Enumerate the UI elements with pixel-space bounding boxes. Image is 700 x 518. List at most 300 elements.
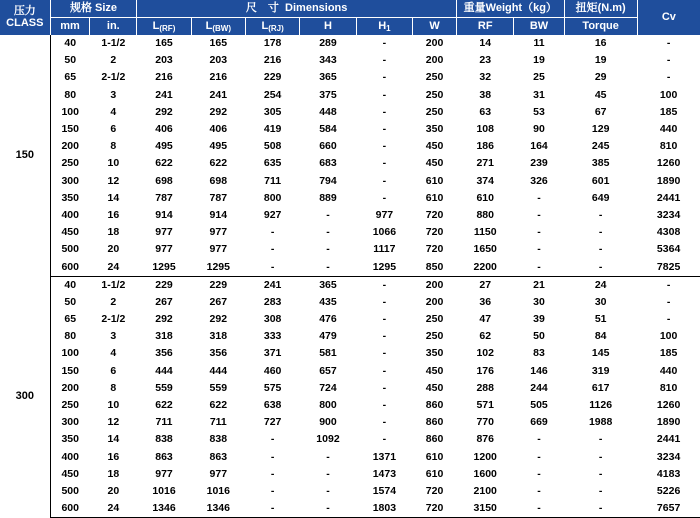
cell-lrf: 914 [137, 207, 191, 224]
cell-w: 250 [413, 104, 457, 121]
cell-bw: 239 [514, 155, 564, 172]
cell-bw: - [514, 500, 564, 518]
cell-lrj: 927 [245, 207, 299, 224]
cell-bw: 21 [514, 276, 564, 294]
cell-h: 343 [300, 52, 356, 69]
table-row [0, 138, 700, 155]
cell-h: 448 [300, 104, 356, 121]
table-row [0, 35, 700, 52]
cell-in: 6 [90, 121, 137, 138]
cell-cv: 5226 [637, 483, 700, 500]
cell-h1: 1371 [356, 449, 412, 466]
cell-mm: 50 [50, 52, 90, 69]
cell-w: 200 [413, 294, 457, 311]
cell-lrj: - [245, 431, 299, 448]
cell-torque: - [564, 500, 637, 518]
cell-lbw: 267 [191, 294, 245, 311]
cell-torque: 1988 [564, 414, 637, 431]
cell-in: 16 [90, 207, 137, 224]
table-row [0, 52, 700, 69]
cell-torque: - [564, 431, 637, 448]
cell-lrf: 444 [137, 363, 191, 380]
header-h: H [300, 18, 356, 36]
cell-in: 14 [90, 190, 137, 207]
cell-bw: 11 [514, 35, 564, 52]
header-rf: RF [456, 18, 513, 36]
cell-lbw: 711 [191, 414, 245, 431]
header-row-top [0, 0, 700, 18]
cell-bw: 244 [514, 380, 564, 397]
cell-cv: - [637, 294, 700, 311]
cell-h: 479 [300, 328, 356, 345]
cell-lrj: - [245, 500, 299, 518]
cell-bw: - [514, 224, 564, 241]
cell-in: 4 [90, 104, 137, 121]
cell-mm: 400 [50, 449, 90, 466]
cell-bw: 326 [514, 173, 564, 190]
header-in: in. [90, 18, 137, 36]
cell-h1: - [356, 311, 412, 328]
cell-h: 365 [300, 69, 356, 86]
cell-rf: 1600 [456, 466, 513, 483]
cell-bw: - [514, 190, 564, 207]
table-row [0, 241, 700, 258]
cell-mm: 350 [50, 431, 90, 448]
cell-mm: 450 [50, 466, 90, 483]
cell-mm: 150 [50, 121, 90, 138]
cell-lrf: 787 [137, 190, 191, 207]
cell-lrf: 622 [137, 397, 191, 414]
cell-h: - [300, 449, 356, 466]
cell-cv: 440 [637, 121, 700, 138]
cell-torque: 16 [564, 35, 637, 52]
cell-h: - [300, 500, 356, 518]
cell-mm: 100 [50, 104, 90, 121]
cell-w: 350 [413, 345, 457, 362]
cell-w: 200 [413, 276, 457, 294]
cell-mm: 400 [50, 207, 90, 224]
cell-rf: 770 [456, 414, 513, 431]
table-row [0, 345, 700, 362]
cell-h1: - [356, 104, 412, 121]
cell-cv: 7825 [637, 258, 700, 276]
cell-w: 720 [413, 483, 457, 500]
cell-h: 900 [300, 414, 356, 431]
cell-lbw: 559 [191, 380, 245, 397]
cell-lbw: 292 [191, 104, 245, 121]
cell-lrf: 711 [137, 414, 191, 431]
cell-cv: 1260 [637, 155, 700, 172]
cell-lrj: 419 [245, 121, 299, 138]
cell-h: - [300, 466, 356, 483]
header-row-sub [0, 18, 700, 36]
cell-bw: - [514, 483, 564, 500]
cell-in: 10 [90, 155, 137, 172]
cell-w: 610 [413, 173, 457, 190]
cell-h1: - [356, 190, 412, 207]
cell-cv: 185 [637, 104, 700, 121]
cell-lrj: - [245, 449, 299, 466]
cell-h: 794 [300, 173, 356, 190]
cell-torque: 67 [564, 104, 637, 121]
cell-rf: 3150 [456, 500, 513, 518]
cell-h: 660 [300, 138, 356, 155]
cell-bw: - [514, 258, 564, 276]
cell-cv: 810 [637, 380, 700, 397]
table-row [0, 431, 700, 448]
header-torque-en: Torque [564, 18, 637, 36]
table-row [0, 449, 700, 466]
cell-w: 450 [413, 138, 457, 155]
cell-h1: - [356, 121, 412, 138]
cell-lrf: 495 [137, 138, 191, 155]
cell-lbw: 622 [191, 397, 245, 414]
cell-h1: - [356, 52, 412, 69]
cell-mm: 100 [50, 345, 90, 362]
cell-torque: 601 [564, 173, 637, 190]
cell-torque: 45 [564, 87, 637, 104]
cell-h: - [300, 483, 356, 500]
cell-bw: 164 [514, 138, 564, 155]
cell-w: 860 [413, 397, 457, 414]
cell-in: 20 [90, 241, 137, 258]
cell-lrf: 1346 [137, 500, 191, 518]
cell-lrf: 241 [137, 87, 191, 104]
cell-lrj: 638 [245, 397, 299, 414]
table-body [0, 35, 700, 518]
cell-cv: 4308 [637, 224, 700, 241]
cell-h: 1092 [300, 431, 356, 448]
cell-lbw: 241 [191, 87, 245, 104]
cell-rf: 1200 [456, 449, 513, 466]
cell-lbw: 622 [191, 155, 245, 172]
table-row [0, 121, 700, 138]
cell-in: 1-1/2 [90, 35, 137, 52]
table-row [0, 414, 700, 431]
cell-rf: 610 [456, 190, 513, 207]
cell-mm: 65 [50, 311, 90, 328]
cell-rf: 102 [456, 345, 513, 362]
cell-w: 850 [413, 258, 457, 276]
cell-w: 450 [413, 155, 457, 172]
cell-mm: 300 [50, 173, 90, 190]
cell-bw: 50 [514, 328, 564, 345]
cell-cv: - [637, 52, 700, 69]
cell-mm: 40 [50, 276, 90, 294]
table-row [0, 276, 700, 294]
cell-h1: 1117 [356, 241, 412, 258]
cell-lrf: 406 [137, 121, 191, 138]
table-row [0, 173, 700, 190]
cell-w: 860 [413, 414, 457, 431]
cell-lbw: 914 [191, 207, 245, 224]
cell-torque: 245 [564, 138, 637, 155]
cell-rf: 1650 [456, 241, 513, 258]
table-row [0, 190, 700, 207]
cell-w: 860 [413, 431, 457, 448]
cell-torque: 129 [564, 121, 637, 138]
cell-lbw: 406 [191, 121, 245, 138]
cell-cv: - [637, 276, 700, 294]
cell-mm: 80 [50, 87, 90, 104]
table-row [0, 328, 700, 345]
cell-h1: 1295 [356, 258, 412, 276]
cell-in: 24 [90, 258, 137, 276]
cell-torque: 19 [564, 52, 637, 69]
cell-torque: 29 [564, 69, 637, 86]
table-row [0, 224, 700, 241]
cell-bw: - [514, 466, 564, 483]
cell-lrf: 698 [137, 173, 191, 190]
cell-rf: 571 [456, 397, 513, 414]
header-dimensions [137, 0, 457, 18]
cell-rf: 186 [456, 138, 513, 155]
cell-lrf: 977 [137, 224, 191, 241]
cell-in: 2-1/2 [90, 69, 137, 86]
cell-cv: 2441 [637, 190, 700, 207]
cell-h1: - [356, 87, 412, 104]
cell-lrj: 216 [245, 52, 299, 69]
cell-h: 435 [300, 294, 356, 311]
table-row [0, 87, 700, 104]
header-cv: Cv [637, 0, 700, 35]
cell-torque: - [564, 241, 637, 258]
cell-in: 10 [90, 397, 137, 414]
cell-in: 18 [90, 466, 137, 483]
cell-torque: - [564, 466, 637, 483]
cell-mm: 80 [50, 328, 90, 345]
cell-w: 610 [413, 190, 457, 207]
cell-h1: 1066 [356, 224, 412, 241]
cell-bw: - [514, 431, 564, 448]
cell-rf: 176 [456, 363, 513, 380]
cell-h: 365 [300, 276, 356, 294]
cell-torque: 617 [564, 380, 637, 397]
cell-lrj: - [245, 241, 299, 258]
cell-w: 350 [413, 121, 457, 138]
cell-mm: 500 [50, 483, 90, 500]
cell-h1: - [356, 397, 412, 414]
header-weight: 重量Weight（kg） [456, 0, 564, 18]
cell-torque: - [564, 449, 637, 466]
cell-cv: 100 [637, 87, 700, 104]
cell-mm: 500 [50, 241, 90, 258]
cell-in: 20 [90, 483, 137, 500]
cell-h: - [300, 224, 356, 241]
cell-lrj: 711 [245, 173, 299, 190]
cell-w: 250 [413, 87, 457, 104]
cell-lbw: 216 [191, 69, 245, 86]
cell-h1: - [356, 328, 412, 345]
cell-lrf: 977 [137, 466, 191, 483]
cell-h: 889 [300, 190, 356, 207]
header-torque [564, 0, 637, 18]
cell-bw: 25 [514, 69, 564, 86]
cell-lrj: 241 [245, 276, 299, 294]
cell-in: 8 [90, 380, 137, 397]
cell-lrf: 977 [137, 241, 191, 258]
cell-h: 375 [300, 87, 356, 104]
cell-lbw: 977 [191, 241, 245, 258]
cell-torque: 24 [564, 276, 637, 294]
cell-h1: - [356, 363, 412, 380]
cell-cv: 440 [637, 363, 700, 380]
cell-bw: 19 [514, 52, 564, 69]
cell-w: 610 [413, 466, 457, 483]
cell-torque: 84 [564, 328, 637, 345]
cell-h1: - [356, 380, 412, 397]
cell-h1: - [356, 276, 412, 294]
cell-lbw: 444 [191, 363, 245, 380]
cell-lrf: 1295 [137, 258, 191, 276]
cell-lrj: 371 [245, 345, 299, 362]
cell-w: 250 [413, 311, 457, 328]
cell-in: 3 [90, 328, 137, 345]
cell-torque: - [564, 224, 637, 241]
cell-lrf: 203 [137, 52, 191, 69]
cell-rf: 880 [456, 207, 513, 224]
cell-lbw: 787 [191, 190, 245, 207]
header-h1: H1 [356, 18, 412, 36]
cell-lrf: 318 [137, 328, 191, 345]
cell-cv: 7657 [637, 500, 700, 518]
header-mm: mm [50, 18, 90, 36]
cell-w: 720 [413, 241, 457, 258]
cell-lbw: 318 [191, 328, 245, 345]
cell-lrf: 838 [137, 431, 191, 448]
cell-in: 8 [90, 138, 137, 155]
cell-in: 14 [90, 431, 137, 448]
cell-lrj: 283 [245, 294, 299, 311]
cell-mm: 250 [50, 155, 90, 172]
cell-h1: - [356, 294, 412, 311]
cell-w: 250 [413, 69, 457, 86]
cell-w: 450 [413, 380, 457, 397]
cell-lbw: 1016 [191, 483, 245, 500]
cell-lbw: 977 [191, 466, 245, 483]
cell-h: 724 [300, 380, 356, 397]
cell-lrj: - [245, 224, 299, 241]
cell-h: - [300, 258, 356, 276]
cell-rf: 288 [456, 380, 513, 397]
cell-in: 24 [90, 500, 137, 518]
cell-mm: 65 [50, 69, 90, 86]
cell-mm: 50 [50, 294, 90, 311]
table-row [0, 155, 700, 172]
cell-cv: 100 [637, 328, 700, 345]
cell-rf: 62 [456, 328, 513, 345]
cell-h1: - [356, 414, 412, 431]
cell-lrj: 254 [245, 87, 299, 104]
table-row [0, 466, 700, 483]
class-cell: 150 [0, 35, 50, 276]
table-row [0, 104, 700, 121]
cell-mm: 600 [50, 258, 90, 276]
cell-lbw: 838 [191, 431, 245, 448]
table-row [0, 311, 700, 328]
cell-rf: 2200 [456, 258, 513, 276]
header-bw: BW [514, 18, 564, 36]
cell-torque: 385 [564, 155, 637, 172]
cell-lrf: 559 [137, 380, 191, 397]
cell-lrj: - [245, 258, 299, 276]
cell-in: 3 [90, 87, 137, 104]
cell-h: 683 [300, 155, 356, 172]
cell-cv: 1890 [637, 173, 700, 190]
cell-lrf: 292 [137, 104, 191, 121]
cell-bw: 669 [514, 414, 564, 431]
cell-cv: - [637, 69, 700, 86]
table-row [0, 69, 700, 86]
cell-rf: 374 [456, 173, 513, 190]
cell-h: - [300, 207, 356, 224]
cell-lbw: 356 [191, 345, 245, 362]
cell-h1: 1803 [356, 500, 412, 518]
cell-h1: - [356, 138, 412, 155]
cell-rf: 63 [456, 104, 513, 121]
cell-in: 16 [90, 449, 137, 466]
cell-cv: 1260 [637, 397, 700, 414]
cell-in: 6 [90, 363, 137, 380]
cell-w: 200 [413, 52, 457, 69]
cell-lrj: 308 [245, 311, 299, 328]
header-class-en: CLASS [6, 16, 44, 29]
cell-bw: 83 [514, 345, 564, 362]
cell-cv: 3234 [637, 207, 700, 224]
cell-rf: 32 [456, 69, 513, 86]
cell-h1: 1473 [356, 466, 412, 483]
cell-torque: 1126 [564, 397, 637, 414]
cell-h: 584 [300, 121, 356, 138]
cell-bw: 146 [514, 363, 564, 380]
cell-lbw: 165 [191, 35, 245, 52]
cell-w: 610 [413, 449, 457, 466]
cell-h1: 1574 [356, 483, 412, 500]
cell-rf: 38 [456, 87, 513, 104]
cell-h1: 977 [356, 207, 412, 224]
cell-bw: 53 [514, 104, 564, 121]
cell-lrf: 863 [137, 449, 191, 466]
table-row [0, 483, 700, 500]
header-lrf: L(RF) [137, 18, 191, 36]
cell-mm: 300 [50, 414, 90, 431]
cell-lrj: 635 [245, 155, 299, 172]
cell-lrf: 216 [137, 69, 191, 86]
cell-in: 2-1/2 [90, 311, 137, 328]
header-w: W [413, 18, 457, 36]
cell-h: - [300, 241, 356, 258]
cell-bw: 31 [514, 87, 564, 104]
cell-w: 200 [413, 35, 457, 52]
cell-lrj: 575 [245, 380, 299, 397]
cell-lrf: 356 [137, 345, 191, 362]
cell-h1: - [356, 69, 412, 86]
cell-torque: 30 [564, 294, 637, 311]
cell-lrj: - [245, 483, 299, 500]
cell-rf: 23 [456, 52, 513, 69]
header-size: 规格 Size [50, 0, 137, 18]
cell-in: 2 [90, 294, 137, 311]
cell-in: 18 [90, 224, 137, 241]
cell-lbw: 292 [191, 311, 245, 328]
cell-w: 250 [413, 328, 457, 345]
table-row [0, 397, 700, 414]
cell-torque: 51 [564, 311, 637, 328]
header-dimensions-cn: 尺 寸 [245, 1, 279, 14]
cell-in: 12 [90, 414, 137, 431]
cell-cv: 5364 [637, 241, 700, 258]
header-class-cn: 压力 [13, 4, 36, 17]
